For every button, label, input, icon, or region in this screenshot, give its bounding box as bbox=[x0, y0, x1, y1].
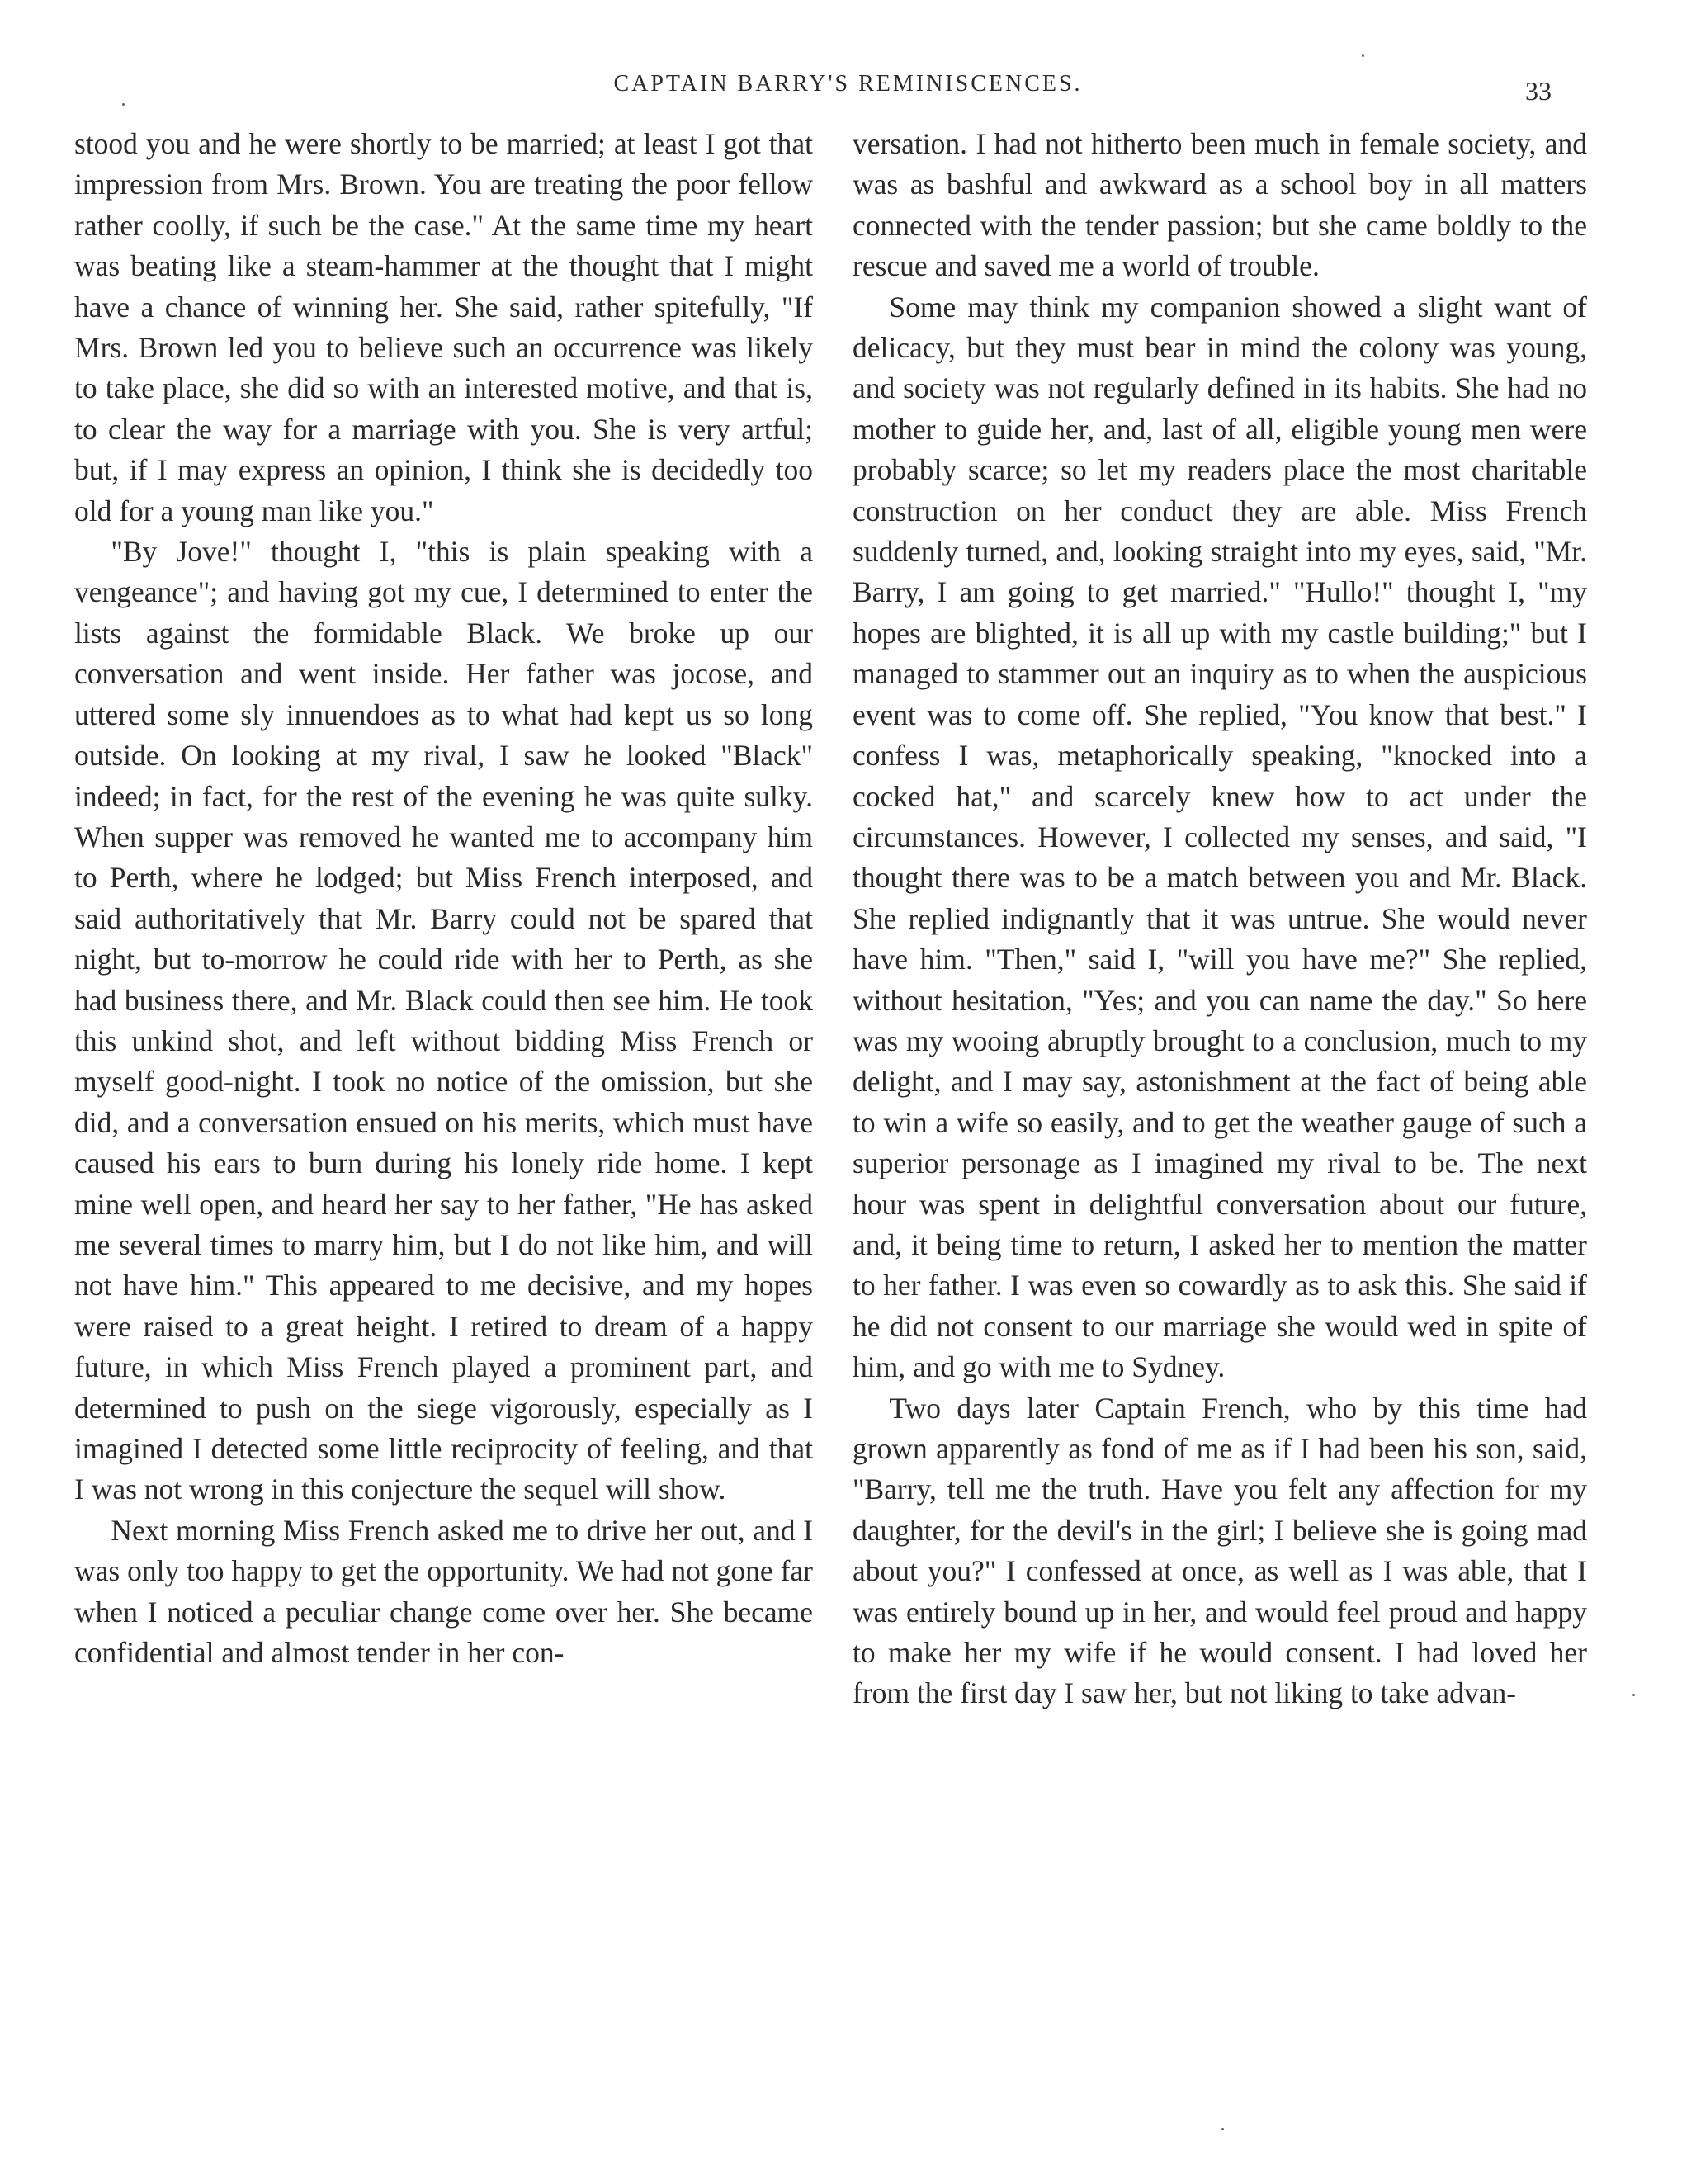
paragraph: versation. I had not hitherto been much in female society, and was as bashful and awkward as a school boy in all matters connected with the tender passion; but she came boldly to the rescue and saved me a world of trouble. bbox=[853, 127, 1587, 283]
print-speck bbox=[1362, 54, 1364, 57]
right-column bbox=[853, 124, 1587, 1714]
print-speck bbox=[122, 103, 125, 106]
running-title: CAPTAIN BARRY'S REMINISCENCES. bbox=[613, 71, 1083, 97]
paragraph: Some may think my companion showed a slight want of delicacy, but they must bear in mind the colony was young, and society was not regularly defined in its habits. She had no mother to guide her, and, last of all, eligible young men were probably scarce; so let my readers place the most charitable construction on her conduct they are able. Miss French suddenly turned, and, looking straight into my eyes, said, "Mr. Barry, I am going to get married." "Hullo!" thought I, "my hopes are blighted, it is all up with my castle building;" but I managed to stammer out an inquiry as to when the auspicious event was to come off. She replied, "You know that best." I confess I was, metaphorically speaking, "knocked into a cocked hat," and scarcely knew how to act under the circumstances. However, I collected my senses, and said, "I thought there was to be a match between you and Mr. Black. She replied indignantly that it was untrue. She would never have him. "Then," said I, "will you have me?" She replied, without hesitation, "Yes; and you can name the day." So here was my wooing abruptly brought to a conclusion, much to my delight, and I may say, astonishment at the fact of being able to win a wife so easily, and to get the weather gauge of such a superior personage as I imagined my rival to be. The next hour was spent in delightful conversation about our future, and, it being time to return, I asked her to mention the matter to her father. I was even so cowardly as to ask this. She said if he did not consent to our marriage she would wed in spite of him, and go with me to Sydney. bbox=[853, 290, 1587, 1384]
paragraph: "By Jove!" thought I, "this is plain speaking with a vengeance"; and having got my cue, I determined to enter the lists against the formidable Black. We broke up our conversation and went inside. Her father was jocose, and uttered some sly innuendoes as to what had kept us so long outside. On looking at my rival, I saw he looked "Black" indeed; in fact, for the rest of the evening he was quite sulky. When supper was removed he wanted me to accompany him to Perth, where he lodged; but Miss French interposed, and said authoritatively that Mr. Barry could not be spared that night, but to-morrow he could ride with her to Perth, as she had business there, and Mr. Black could then see him. He took this unkind shot, and left without bidding Miss French or myself good-night. I took no notice of the omission, but she did, and a conversation ensued on his merits, which must have caused his ears to burn during his lonely ride home. I kept mine well open, and heard her say to her father, "He has asked me several times to marry him, but I do not like him, and will not have him." This appeared to me decisive, and my hopes were raised to a great height. I retired to dream of a happy future, in which Miss French played a prominent part, and determined to push on the siege vigorously, especially as I imagined I detected some little reciprocity of feeling, and that I was not wrong in this conjecture the sequel will show. bbox=[74, 535, 813, 1506]
page-number: 33 bbox=[1525, 76, 1552, 106]
paragraph: Next morning Miss French asked me to drive her out, and I was only too happy to get the opportunity. We had not gone far when I noticed a peculiar change come over her. She became confidential and almost tender in her con- bbox=[74, 1513, 813, 1670]
print-speck bbox=[1632, 1694, 1635, 1696]
paragraph: stood you and he were shortly to be married; at least I got that impression from Mrs. Brown. You are treating the poor fellow rather coolly, if such be the case." At the same time my heart was beating like a steam-hammer at the thought that I might have a chance of winning her. She said, rather spitefully, "If Mrs. Brown led you to believe such an occurrence was likely to take place, she did so with an interested motive, and that is, to clear the way for a marriage with you. She is very artful; but, if I may express an opinion, I think she is decidedly too old for a young man like you." bbox=[74, 127, 813, 527]
print-speck bbox=[1221, 2128, 1224, 2130]
paragraph: Two days later Captain French, who by this time had grown apparently as fond of me as if I had been his son, said, "Barry, tell me the truth. Have you felt any affection for my daughter, for the devil's in the girl; I believe she is going mad about you?" I confessed at once, as well as I was able, that I was entirely bound up in her, and would feel proud and happy to make her my wife if he would consent. I had loved her from the first day I saw her, but not liking to take advan- bbox=[853, 1391, 1587, 1710]
left-column bbox=[74, 124, 813, 1673]
